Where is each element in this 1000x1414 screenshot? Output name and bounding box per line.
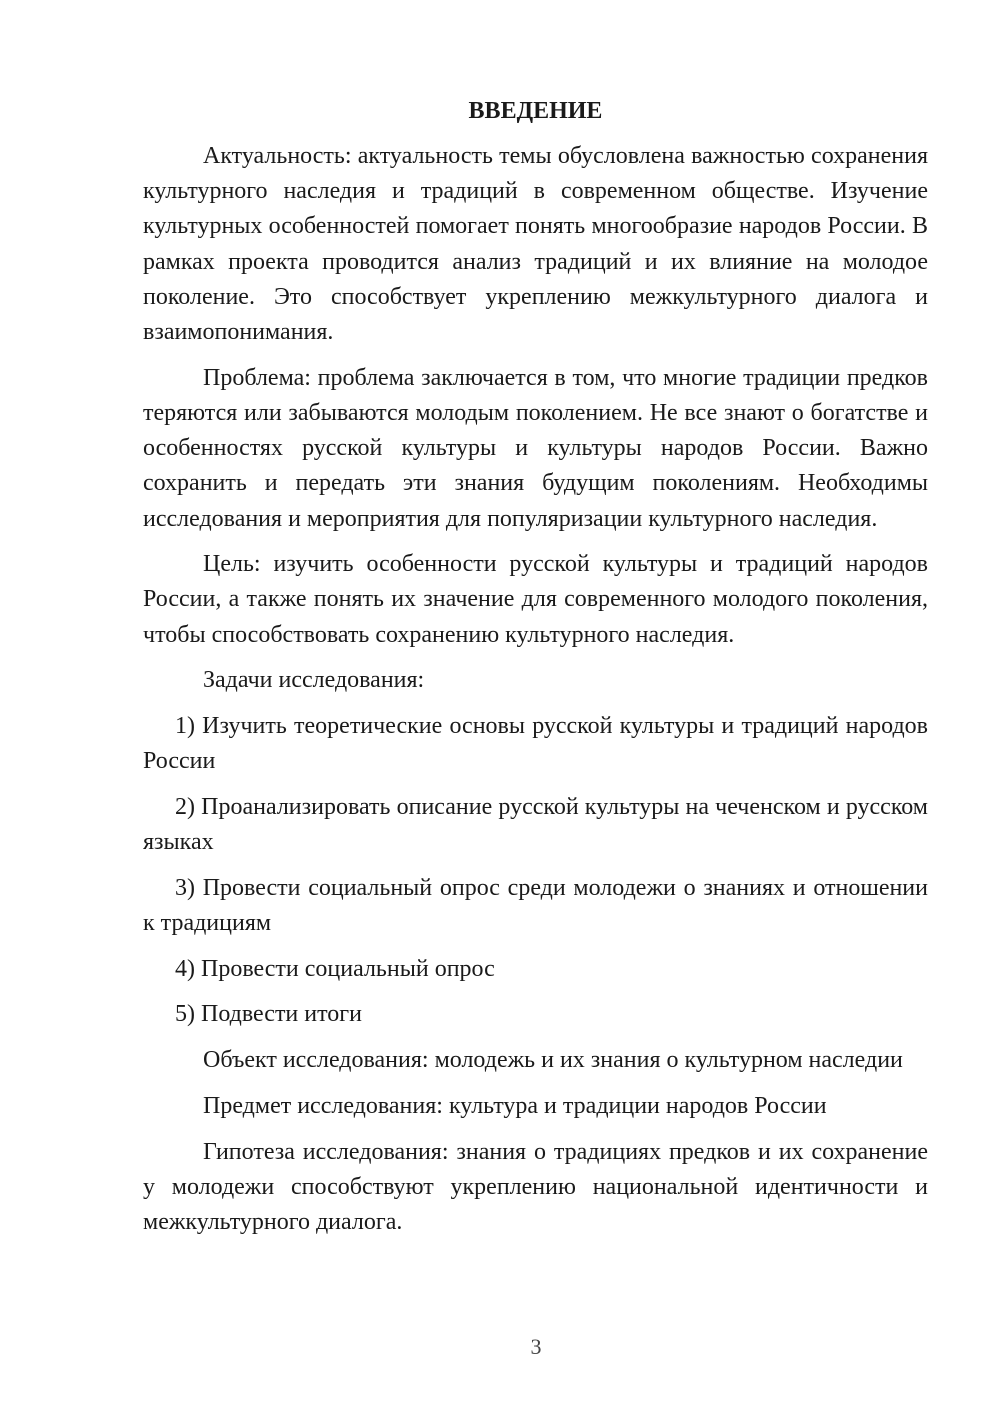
page-title: ВВЕДЕНИЕ: [468, 98, 603, 124]
task-item-3: 3) Провести социальный опрос среди молодежи о знаниях и отношении к традициям: [143, 874, 928, 937]
page-number: 3: [530, 1334, 542, 1359]
document-page: [143, 95, 928, 1251]
problem-paragraph: Проблема: проблема заключается в том, что многие традиции предков теряются или забываются молодым поколением. Не все знают о богатстве и особенностях русской культуры и культуры народов России. Важно сохранить и передать эти знания будущим поколениям. Необходимы исследования и мероприятия для популяризации культурного наследия.: [143, 364, 928, 532]
task-item-4: 4) Провести социальный опрос: [175, 955, 495, 982]
tasks-heading: Задачи исследования:: [203, 667, 425, 694]
research-subject: Предмет исследования: культура и традиции народов России: [203, 1092, 827, 1119]
task-item-5: 5) Подвести итоги: [175, 1001, 362, 1028]
research-hypothesis: Гипотеза исследования: знания о традициях предков и их сохранение у молодежи способствуют укреплению национальной идентичности и межкультурного диалога.: [143, 1138, 928, 1235]
task-item-1: 1) Изучить теоретические основы русской культуры и традиций народов России: [143, 713, 928, 775]
task-item-2: 2) Проанализировать описание русской культуры на чеченском и русском языках: [143, 793, 928, 856]
relevance-paragraph: Актуальность: актуальность темы обусловлена важностью сохранения культурного наследия и традиций в современном обществе. Изучение культурных особенностей помогает понять многообразие народов России. В рамках проекта проводится анализ традиций и их влияние на молодое поколение. Это способствует укреплению межкультурного диалога и взаимопонимания.: [143, 143, 928, 346]
goal-paragraph: Цель: изучить особенности русской культуры и традиций народов России, а также понять их значение для современного молодого поколения, чтобы способствовать сохранению культурного наследия.: [143, 551, 928, 648]
research-object: Объект исследования: молодежь и их знания о культурном наследии: [203, 1047, 903, 1074]
